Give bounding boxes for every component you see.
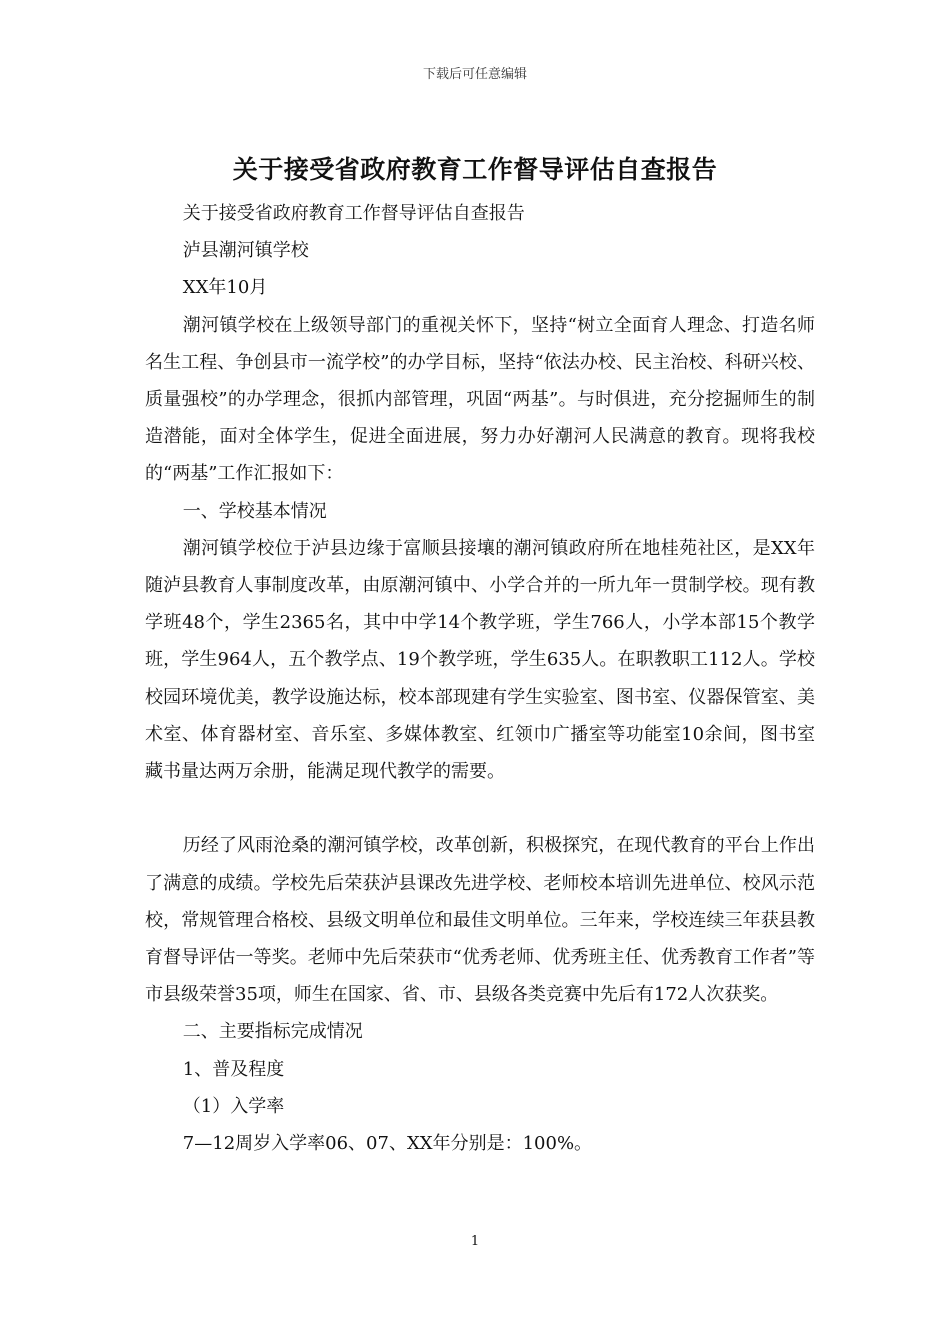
- author-paragraph: 泸县潮河镇学校: [182, 240, 309, 262]
- date-paragraph: XX年10月: [182, 277, 268, 299]
- enrollment-paragraph: 7—12周岁入学率06、07、XX年分别是：100%。: [182, 1133, 593, 1155]
- school-info-paragraph: 潮河镇学校位于泸县边缘于富顺县接壤的潮河镇政府所在地桂苑社区，是XX年随泸县教育人事制度改革，由原潮河镇中、小学合并的一所九年一贯制学校。现有教学班48个，学生2365名，其中中学14个教学班，学生766人，小学本部15个教学班，学生964人，五个教学点、19个教学班，学生635人。在职教职工112人。学校校园环境优美，教学设施达标，校本部现建有学生实验室、图书室、仪器保管室、美术室、体育器材室、音乐室、多媒体教室、红领巾广播室等功能室10余间，图书室藏书量达两万余册，能满足现代教学的需要。: [145, 537, 815, 783]
- section-heading-1: 一、学校基本情况: [182, 500, 327, 522]
- achievements-paragraph: 历经了风雨沧桑的潮河镇学校，改革创新，积极探究，在现代教育的平台上作出了满意的成绩。学校先后荣获泸县课改先进学校、老师校本培训先进单位、校风示范校，常规管理合格校、县级文明单位和最佳文明单位。三年来，学校连续三年获县教育督导评估一等奖。老师中先后荣获市“优秀老师、优秀班主任、优秀教育工作者”等市县级荣誉35项，师生在国家、省、市、县级各类竞赛中先后有172人次获奖。: [145, 835, 815, 1006]
- subtitle-paragraph: 关于接受省政府教育工作督导评估自查报告: [182, 203, 525, 224]
- document-body: [145, 195, 815, 1162]
- intro-paragraph: 潮河镇学校在上级领导部门的重视关怀下，坚持“树立全面育人理念、打造名师名生工程、争创县市一流学校”的办学目标，坚持“依法办校、民主治校、科研兴校、质量强校”的办学理念，很抓内部管理，巩固“两基”。与时俱进，充分挖掘师生的制造潜能，面对全体学生，促进全面进展，努力办好潮河人民满意的教育。现将我校的“两基”工作汇报如下：: [145, 314, 815, 485]
- subsubsection-heading-1: （1）入学率: [182, 1095, 285, 1117]
- subsection-heading-1: 1、普及程度: [182, 1058, 285, 1080]
- document-title: 关于接受省政府教育工作督导评估自查报告: [232, 155, 718, 184]
- page-header: 下载后可任意编辑: [422, 67, 527, 82]
- section-heading-2: 二、主要指标完成情况: [182, 1021, 363, 1043]
- page-number: 1: [470, 1234, 480, 1249]
